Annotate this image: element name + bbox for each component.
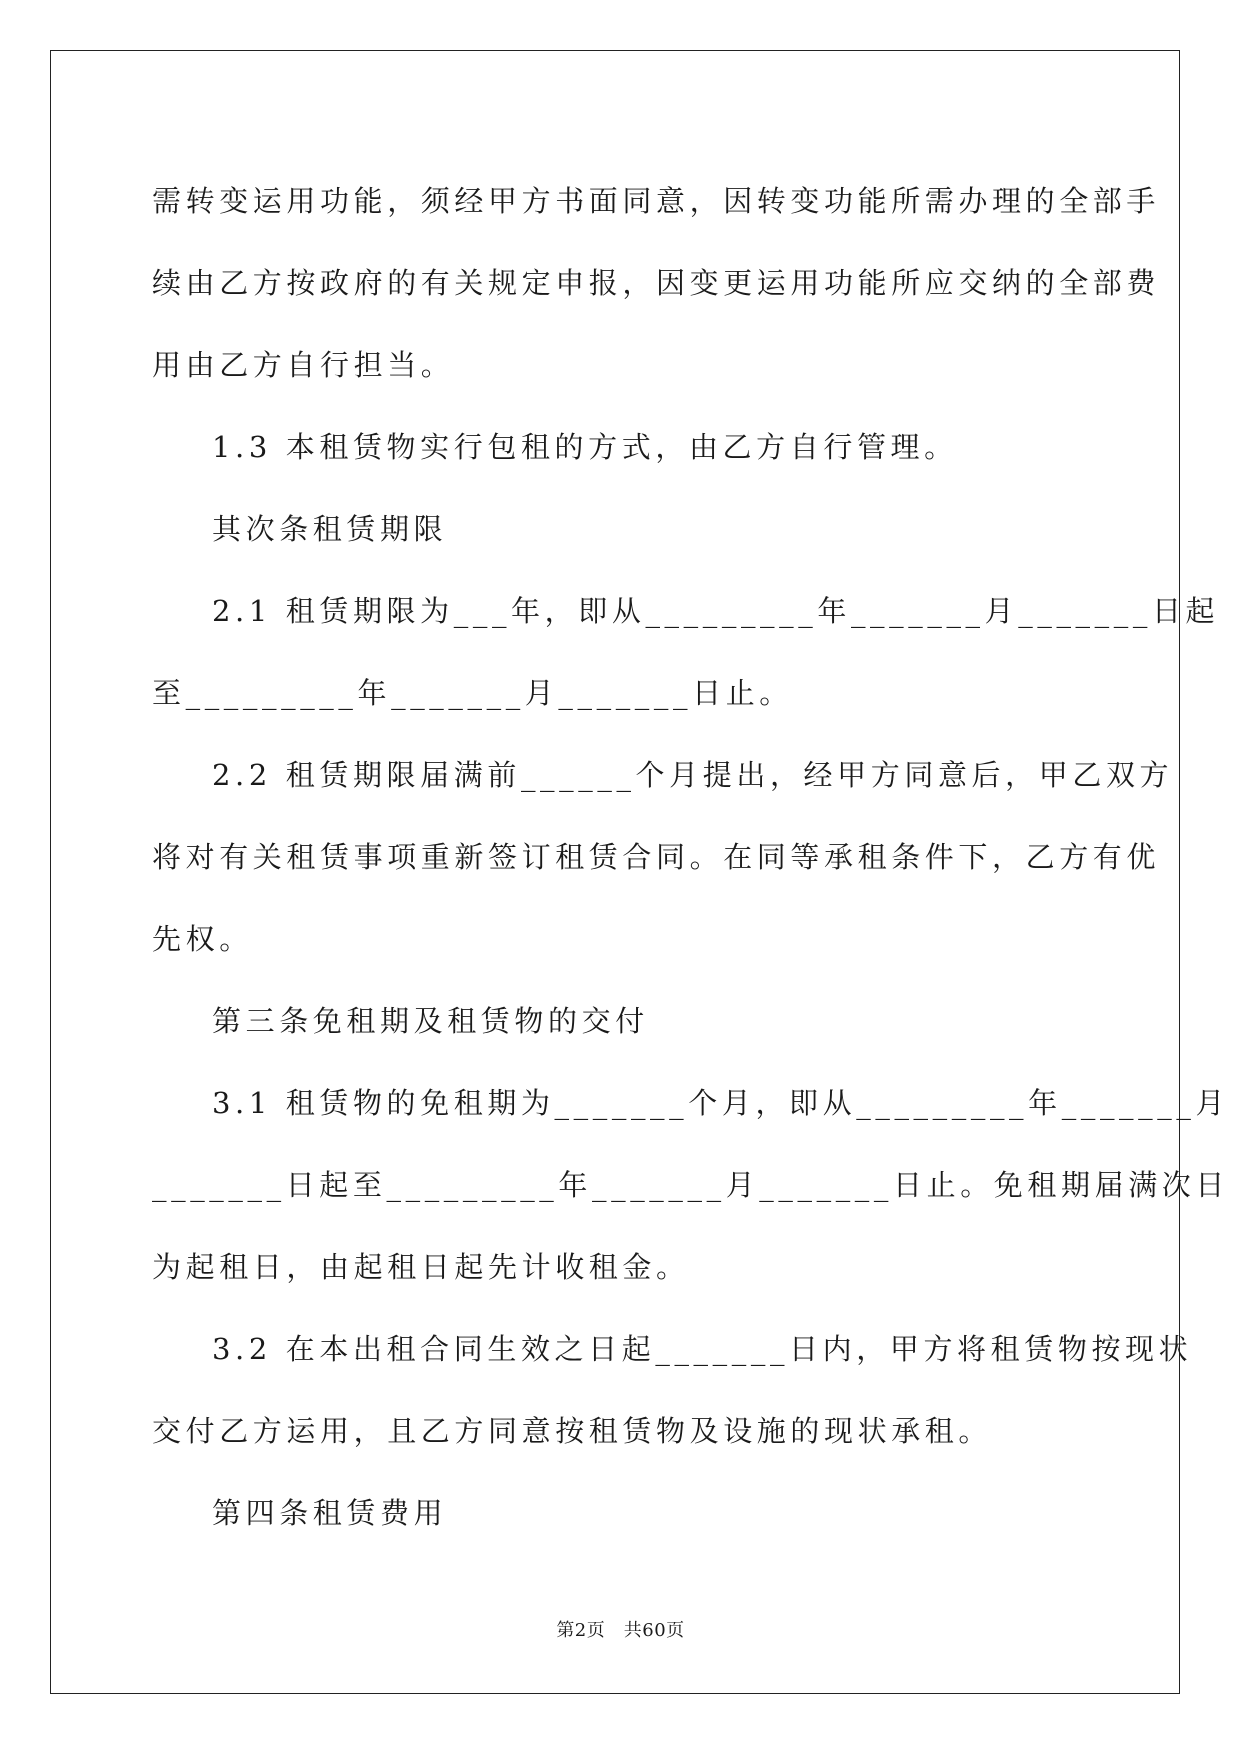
paragraph-line: 用由乙方自行担当。	[152, 348, 455, 382]
section-heading-4: 第四条租赁费用	[212, 1496, 448, 1530]
paragraph-line: 续由乙方按政府的有关规定申报，因变更运用功能所应交纳的全部费	[152, 266, 1161, 300]
paragraph-line: 先权。	[152, 922, 253, 956]
paragraph-line: 需转变运用功能，须经甲方书面同意，因转变功能所需办理的全部手	[152, 184, 1161, 218]
section-heading-2: 其次条租赁期限	[212, 512, 448, 546]
paragraph-line: 为起租日，由起租日起先计收租金。	[152, 1250, 690, 1284]
clause-1-3: 1.3 本租赁物实行包租的方式，由乙方自行管理。	[212, 430, 958, 464]
clause-3-1: 3.1 租赁物的免租期为_______个月，即从_________年_______月	[212, 1086, 1230, 1120]
clause-2-2: 2.2 租赁期限届满前______个月提出，经甲方同意后，甲乙双方	[212, 758, 1174, 792]
paragraph-line: 至_________年_______月_______日止。	[152, 676, 793, 710]
clause-2-1: 2.1 租赁期限为___年，即从_________年_______月_______日起	[212, 594, 1220, 628]
paragraph-line: 交付乙方运用，且乙方同意按租赁物及设施的现状承租。	[152, 1414, 993, 1448]
section-heading-3: 第三条免租期及租赁物的交付	[212, 1004, 649, 1038]
document-body	[152, 160, 1230, 1554]
paragraph-line: 将对有关租赁事项重新签订租赁合同。在同等承租条件下，乙方有优	[152, 840, 1161, 874]
clause-3-2: 3.2 在本出租合同生效之日起_______日内，甲方将租赁物按现状	[212, 1332, 1193, 1366]
paragraph-line: _______日起至_________年_______月_______日止。免租期届满次日	[152, 1168, 1230, 1202]
page-number-footer: 第2页 共60页	[556, 1620, 685, 1641]
